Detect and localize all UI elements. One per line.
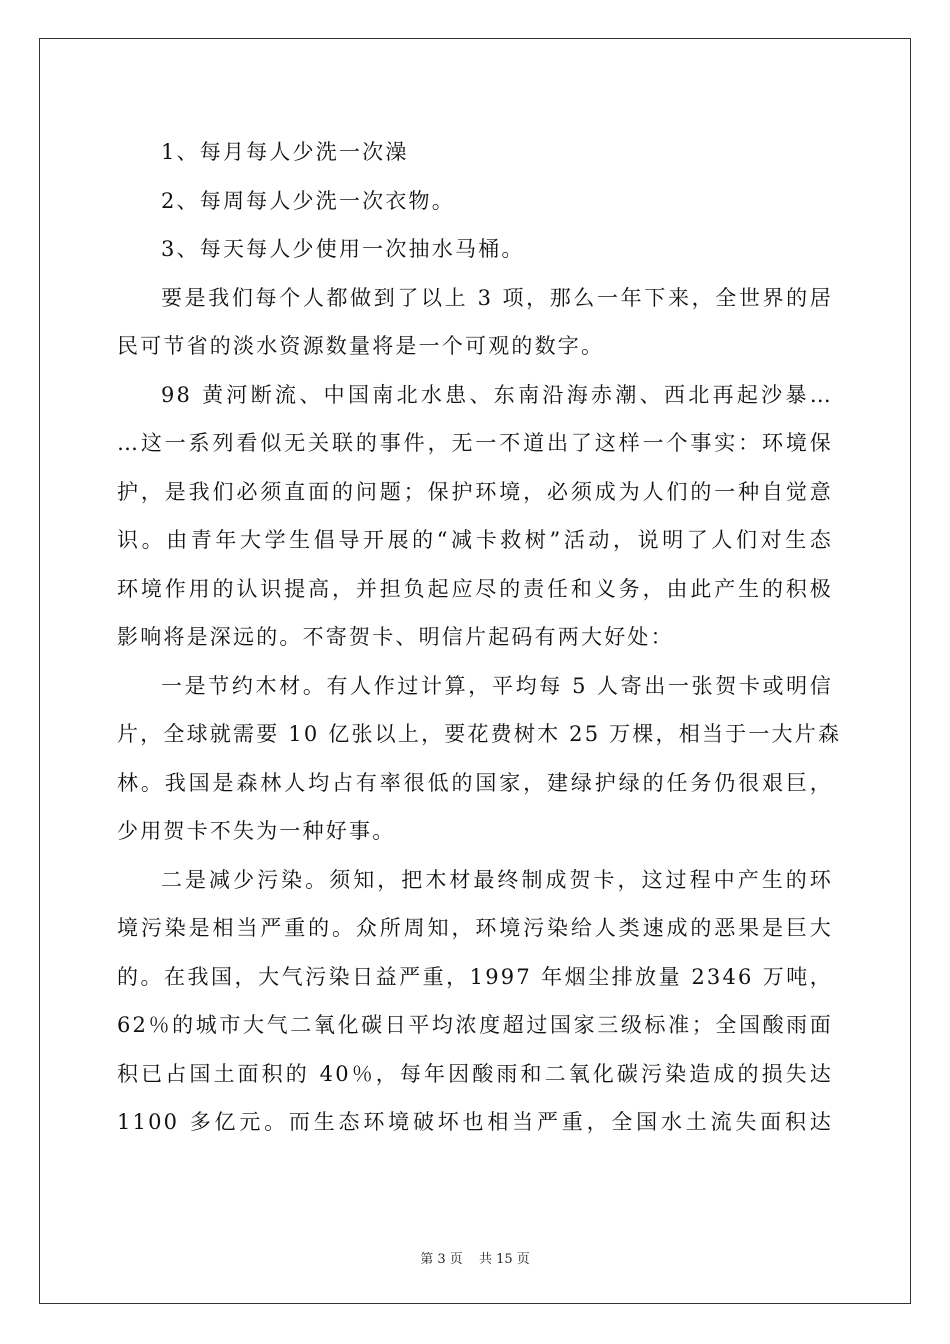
- text-line: 的。在我国，大气污染日益严重，1997 年烟尘排放量 2346 万吨，: [117, 964, 833, 989]
- text-line: 护，是我们必须直面的问题；保护环境，必须成为人们的一种自觉意: [117, 479, 833, 504]
- text-line: 要是我们每个人都做到了以上 3 项，那么一年下来，全世界的居: [161, 285, 833, 310]
- text-line: 影响将是深远的。不寄贺卡、明信片起码有两大好处：: [117, 625, 674, 649]
- text-line: 林。我国是森林人均占有率很低的国家，建绿护绿的任务仍很艰巨，: [117, 770, 833, 795]
- page-footer: [0, 1248, 950, 1267]
- text-line: 62％的城市大气二氧化碳日平均浓度超过国家三级标准；全国酸雨面: [117, 1013, 833, 1037]
- document-body: [117, 128, 842, 1147]
- text-line: 片，全球就需要 10 亿张以上，要花费树木 25 万棵，相当于一大片森: [117, 722, 842, 746]
- text-line: 一是节约木材。有人作过计算，平均每 5 人寄出一张贺卡或明信: [161, 673, 833, 698]
- text-line: 境污染是相当严重的。众所周知，环境污染给人类速成的恶果是巨大: [117, 916, 833, 940]
- text-line: 积已占国土面积的 40％，每年因酸雨和二氧化碳污染造成的损失达: [117, 1061, 833, 1086]
- page-number: 第 3 页: [420, 1252, 463, 1267]
- text-line: 2、每周每人少洗一次衣物。: [161, 188, 455, 213]
- text-line: 二是减少污染。须知，把木材最终制成贺卡，这过程中产生的环: [161, 867, 833, 892]
- page-total: 共 15 页: [478, 1252, 530, 1267]
- text-line: 1100 多亿元。而生态环境破坏也相当严重，全国水土流失面积达: [117, 1110, 833, 1134]
- text-line: 识。由青年大学生倡导开展的“减卡救树”活动，说明了人们对生态: [117, 528, 833, 552]
- text-line: 98 黄河断流、中国南北水患、东南沿海赤潮、西北再起沙暴…: [161, 382, 833, 407]
- text-line: 1、每月每人少洗一次澡: [161, 140, 409, 164]
- text-line: 3、每天每人少使用一次抽水马桶。: [161, 237, 525, 261]
- text-line: 少用贺卡不失为一种好事。: [117, 819, 396, 843]
- text-line: 环境作用的认识提高，并担负起应尽的责任和义务，由此产生的积极: [117, 576, 833, 601]
- text-line: …这一系列看似无关联的事件，无一不道出了这样一个事实：环境保: [117, 431, 833, 455]
- text-line: 民可节省的淡水资源数量将是一个可观的数字。: [117, 334, 605, 358]
